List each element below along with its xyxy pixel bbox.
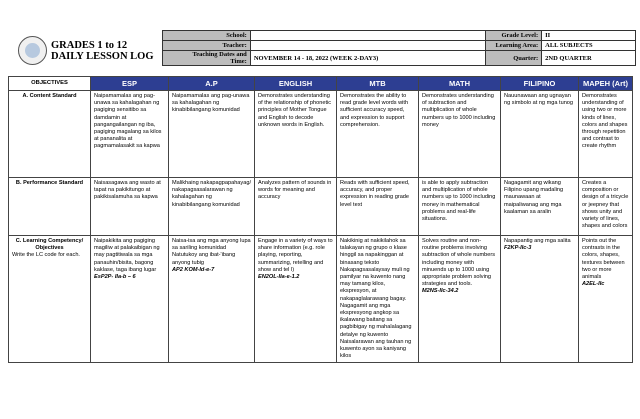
cell-mapeh: Creates a composition or design of a tricycle or jeepney that shows unity and variety of lines, shapes and colors — [579, 178, 633, 236]
lc-code: EN2OL-IIa-e-1.2 — [258, 274, 300, 281]
cell-esp: Naipamamalas ang pag-unawa sa kahalagahan ng pagiging sensitibo sa damdamin at pangangailangan ng iba, pagiging magalang sa kilos at pananalita at pagmamalasakit sa kapwa — [91, 91, 169, 178]
lc-code: A2EL-IIc — [582, 281, 605, 288]
cell-ap — [169, 236, 255, 363]
row-content-standard — [9, 91, 633, 178]
subject-header-mapeh: MAPEH (Art) — [579, 77, 633, 91]
lc-code: EsP2P- IIa-b – 6 — [94, 274, 136, 281]
school-value — [250, 31, 485, 41]
cell-english — [255, 236, 337, 363]
teaching-dates-label: Teaching Dates and Time: — [163, 51, 251, 66]
cell-text: Naipakikita ang pagiging magiliw at palakaibigan ng may pagtitiwala sa mga panauhin/bisita, bagong kaklase, taga ibang lugar — [94, 238, 160, 273]
subject-header-math: MATH — [419, 77, 501, 91]
cell-mapeh — [579, 236, 633, 363]
cell-math: is able to apply subtraction and multiplication of whole numbers up to 1000 including money in mathematical problems and real-life situations. — [419, 178, 501, 236]
subject-header-esp: ESP — [91, 77, 169, 91]
lc-code: F2KP-IIc-3 — [504, 245, 532, 252]
lc-code: AP2 KOM-Id-e-7 — [172, 266, 215, 273]
cell-mtb — [337, 236, 419, 363]
cell-text: Solves routine and non-routine problems involving subtraction of whole numbers including money with minuends up to 1000 using appropriate problem solving strategies and tools. — [422, 238, 496, 288]
grade-level-label: Grade Level: — [486, 31, 542, 41]
title-line-2: DAILY LESSON LOG — [51, 51, 154, 62]
cell-mapeh: Demonstrates understanding of using two or more kinds of lines, colors and shapes through repetition and contrast to create rhythm — [579, 91, 633, 178]
row-label — [9, 236, 91, 363]
deped-seal-logo — [18, 36, 47, 65]
cell-ap: Malikhaing nakapagpapahayag/ nakapagsasalarawan ng kahalagahan ng kinabibilangang komunidad — [169, 178, 255, 236]
subject-header-mtb: MTB — [337, 77, 419, 91]
subject-header-english: ENGLISH — [255, 77, 337, 91]
cell-math — [419, 236, 501, 363]
cell-math: Demonstrates understanding of subtraction and multiplication of whole numbers up to 1000 including money — [419, 91, 501, 178]
cell-esp — [91, 236, 169, 363]
document-title — [51, 40, 154, 62]
school-label: School: — [163, 31, 251, 41]
teacher-label: Teacher: — [163, 41, 251, 51]
row-label: B. Performance Standard — [9, 178, 91, 236]
header-info-table — [162, 30, 636, 66]
lesson-log-header — [8, 30, 632, 74]
cell-ap: Naipamamalas ang pag-unawa sa kahalagahan ng kinabibilangang komunidad — [169, 91, 255, 178]
cell-text: Napapantig ang mga salita — [504, 238, 571, 244]
quarter-value: 2ND QUARTER — [542, 51, 636, 66]
cell-text: Nakikinig at nakikilahok sa talakayan ng grupo o klase hinggil sa napakinggan at binasang teksto Nakapagsasalaysay muli ng pamilyar na kuwento nang may tamang kilos, ekspresyon, at nakapaglalarawang bagay. Nagagamit ang mga ekspresyong angkop sa ikalawang baitang sa pagbibigay ng mahalalagang detalye ng kuwento Naisalarawan ang tauhan ng kuwento ayon sa kaniyang kilos — [340, 238, 412, 360]
cell-text: Points out the contrasts in the colors, shapes, textures between two or more animals — [582, 238, 625, 281]
subject-header-row — [9, 77, 633, 91]
grade-level-value: II — [542, 31, 636, 41]
teaching-dates-value: NOVEMBER 14 - 18, 2022 (WEEK 2-DAY3) — [250, 51, 485, 66]
learning-area-label: Learning Area: — [486, 41, 542, 51]
row-label-note: Write the LC code for each. — [12, 252, 80, 259]
objectives-table — [8, 76, 633, 363]
row-label-text: C. Learning Competency/ Objectives — [15, 238, 84, 252]
learning-area-value: ALL SUBJECTS — [542, 41, 636, 51]
title-line-1: GRADES 1 to 12 — [51, 40, 128, 51]
lc-code: M2NS-IIc-34.2 — [422, 288, 459, 295]
cell-english: Analyzes pattern of sounds in words for meaning and accuracy — [255, 178, 337, 236]
cell-esp: Naisasagawa ang wasto at tapat na pakikitungo at pakikisalamuha sa kapwa — [91, 178, 169, 236]
cell-filipino — [501, 236, 579, 363]
cell-mtb: Reads with sufficient speed, accuracy, and proper expression in reading grade level text — [337, 178, 419, 236]
cell-text: Engage in a variety of ways to share information (e.g. role playing, reporting, summarizing, retelling and show and tel l) — [258, 238, 333, 273]
cell-mtb: Demonstrates the ability to read grade level words with sufficient accuracy speed, and expression to support comprehension. — [337, 91, 419, 178]
objectives-header: OBJECTIVES — [9, 77, 91, 91]
cell-english: Demonstrates understanding of the relationship of phonetic principles of Mother Tongue and English to decode unknown words in English. — [255, 91, 337, 178]
teacher-value — [250, 41, 485, 51]
row-label: A. Content Standard — [9, 91, 91, 178]
row-performance-standard — [9, 178, 633, 236]
cell-filipino: Nagagamit ang wikang Filipino upang madaling maunawaan at maipaliwanag ang mga kaalaman sa aralin — [501, 178, 579, 236]
cell-filipino: Nauunawaan ang ugnayan ng simbolo at ng mga tunog — [501, 91, 579, 178]
row-learning-competency — [9, 236, 633, 363]
subject-header-filipino: FILIPINO — [501, 77, 579, 91]
quarter-label: Quarter: — [486, 51, 542, 66]
cell-text: Naisa-isa ang mga anyong lupa sa sariling komunidad Natutukoy ang ibat-'ibang anyong tubig — [172, 238, 251, 266]
subject-header-ap: A.P — [169, 77, 255, 91]
